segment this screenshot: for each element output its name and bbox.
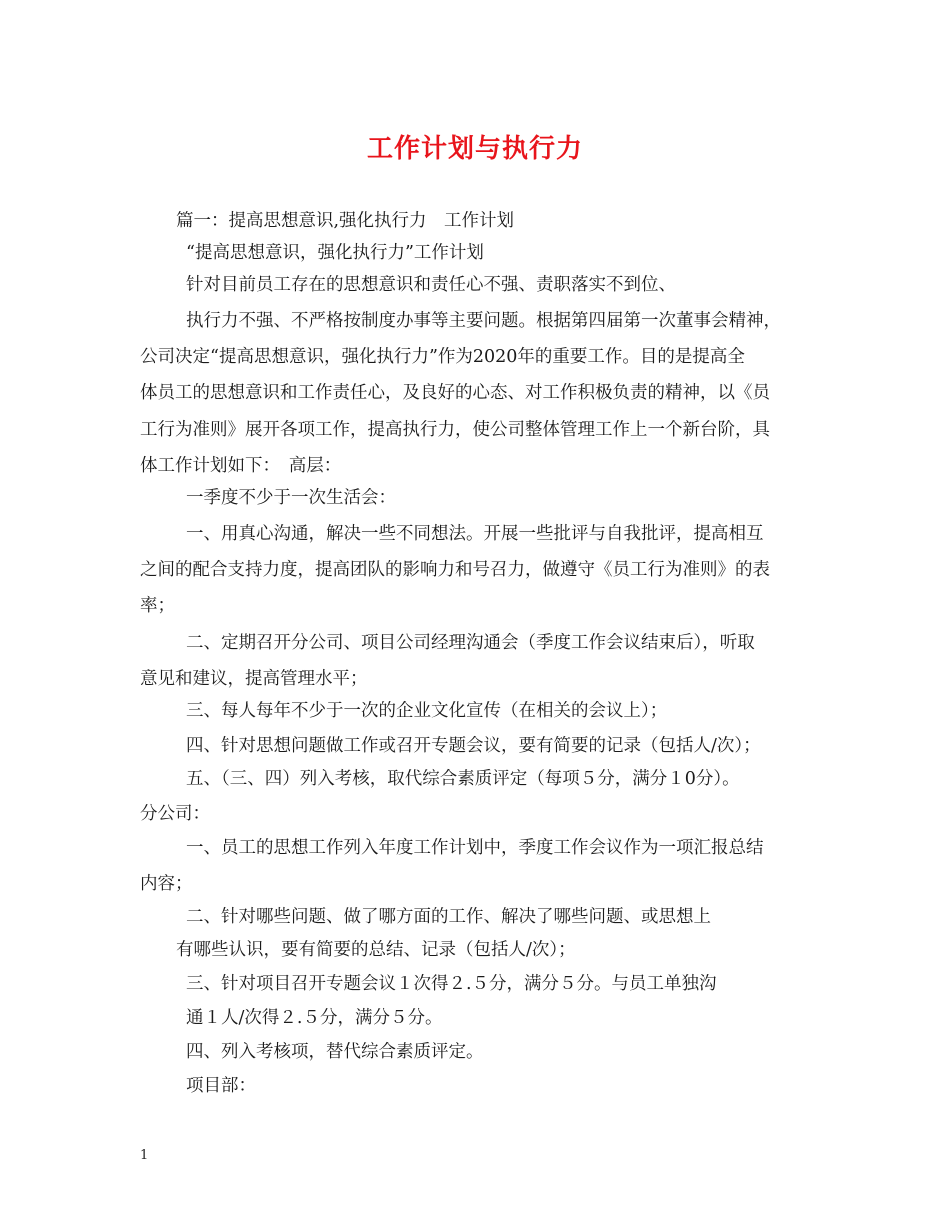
text-line: 四、列入考核项，替代综合素质评定。 [186,1042,484,1062]
text-line: 通１人/次得２.５分，满分５分。 [186,1008,443,1028]
text-line: 项目部： [186,1076,256,1096]
text-line: 体员工的思想意识和工作责任心，及良好的心态、对工作积极负责的精神，以《员 [140,383,770,403]
text-line: 二、定期召开分公司、项目公司经理沟通会（季度工作会议结束后），听取 [186,633,755,653]
text-line: 一、用真心沟通，解决一些不同想法。开展一些批评与自我批评，提高相互 [186,524,764,544]
text-line: 内容； [140,874,193,894]
text-line: 有哪些认识，要有简要的总结、记录（包括人/次）； [176,940,576,960]
text-line: 五、（三、四）列入考核，取代综合素质评定（每项５分，满分１0分）。 [186,769,740,789]
text-line: 四、针对思想问题做工作或召开专题会议，要有简要的记录（包括人/次）； [186,736,761,756]
text-line: 二、针对哪些问题、做了哪方面的工作、解决了哪些问题、或思想上 [186,907,711,927]
text-line: 工行为准则》展开各项工作，提高执行力，使公司整体管理工作上一个新台阶，具 [140,420,770,440]
text-line: 一、员工的思想工作列入年度工作计划中，季度工作会议作为一项汇报总结 [186,838,764,858]
text-line: 率； [140,596,175,616]
page-number: 1 [140,1148,149,1163]
text-line: 篇一：提高思想意识,强化执行力 工作计划 [176,211,515,231]
text-line: 三、每人每年不少于一次的企业文化宣传（在相关的会议上）； [186,701,668,721]
document-title: 工作计划与执行力 [366,134,583,164]
text-line: 针对目前员工存在的思想意识和责任心不强、责职落实不到位、 [186,275,676,295]
text-line: 执行力不强、不严格按制度办事等主要问题。根据第四届第一次董事会精神， [186,311,781,331]
text-line: 之间的配合支持力度，提高团队的影响力和号召力，做遵守《员工行为准则》的表 [140,560,770,580]
text-line: 三、针对项目召开专题会议１次得２.５分，满分５分。与员工单独沟 [186,974,717,994]
text-line: “提高思想意识，强化执行力”工作计划 [186,243,484,263]
text-line: 公司决定“提高思想意识，强化执行力”作为2020年的重要工作。目的是提高全 [140,347,745,367]
text-line: 意见和建议，提高管理水平； [140,669,368,689]
text-line: 一季度不少于一次生活会： [186,488,396,508]
text-line: 分公司： [140,804,210,824]
text-line: 体工作计划如下： 高层： [140,456,342,476]
